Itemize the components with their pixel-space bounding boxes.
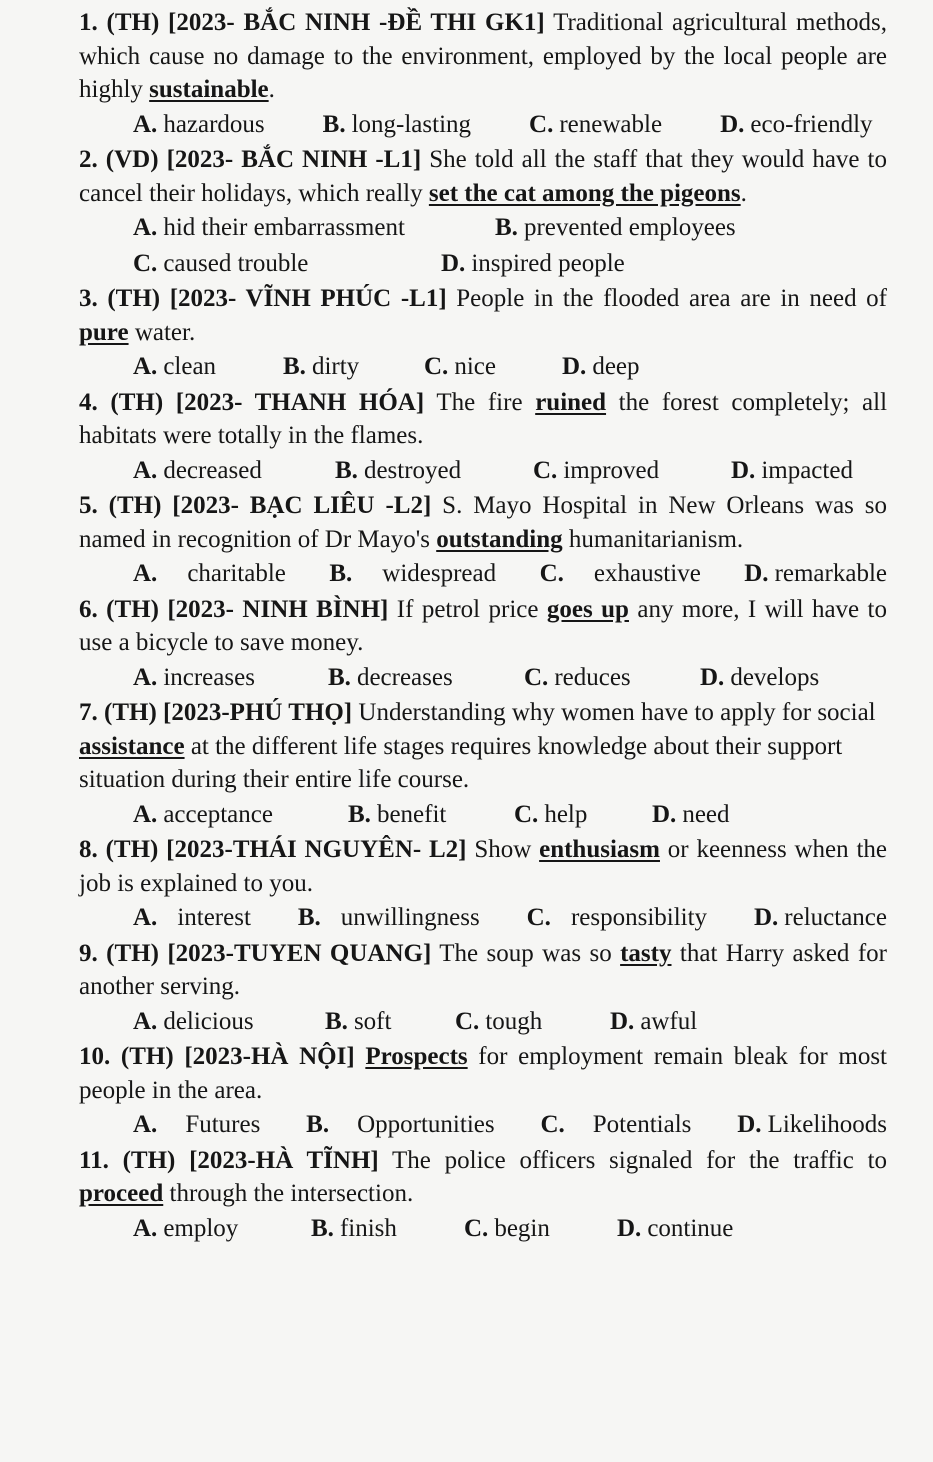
question-4 <box>79 386 887 488</box>
stem-text-after: . <box>740 179 747 207</box>
question-source-tag: (TH) [2023-HÀ NỘI] <box>120 1043 355 1070</box>
underlined-word: enthusiasm <box>539 836 660 863</box>
underlined-word: tasty <box>620 939 672 967</box>
option-a[interactable]: A. increases <box>133 663 255 691</box>
stem-text-after: through the intersection. <box>163 1180 414 1207</box>
option-c[interactable]: C. Potentials <box>540 1111 692 1138</box>
question-source-tag: (TH) [2023- BẮC NINH -ĐỀ THI GK1] <box>106 9 545 36</box>
options <box>79 211 887 245</box>
underlined-word: pure <box>79 318 129 346</box>
underlined-word: proceed <box>79 1180 164 1207</box>
stem-text-after: humanitarianism. <box>562 525 744 553</box>
question-stem <box>79 489 887 556</box>
option-a[interactable]: A. hazardous <box>133 110 265 138</box>
underlined-phrase: goes up <box>546 595 629 623</box>
underlined-word: outstanding <box>436 525 563 553</box>
question-number: 11. <box>79 1146 109 1174</box>
option-b[interactable]: B. widespread <box>329 560 497 587</box>
option-c[interactable]: C. caused trouble <box>133 249 309 277</box>
option-c[interactable]: C. renewable <box>529 110 663 138</box>
option-b[interactable]: B. long-lasting <box>322 110 472 138</box>
question-number: 4. <box>79 388 98 416</box>
question-9 <box>79 937 887 1039</box>
options <box>79 557 887 591</box>
option-a[interactable]: A. Futures <box>133 1111 261 1138</box>
option-b[interactable]: B. destroyed <box>335 456 462 484</box>
option-a[interactable]: A. delicious <box>133 1007 254 1035</box>
options <box>79 1005 887 1039</box>
question-stem <box>79 143 887 210</box>
option-d[interactable]: D. eco-friendly <box>720 110 873 138</box>
option-a[interactable]: A. decreased <box>133 456 262 484</box>
question-stem <box>79 696 887 797</box>
stem-text-after: water. <box>128 318 196 346</box>
option-d[interactable]: D. need <box>652 800 730 828</box>
option-d[interactable]: D. impacted <box>731 456 853 484</box>
stem-text-before: The police officers signaled for the traffic to <box>378 1146 888 1174</box>
option-d[interactable]: D. inspired people <box>441 249 625 277</box>
option-a[interactable]: A. employ <box>133 1214 239 1242</box>
options <box>79 1212 887 1246</box>
stem-text-before: She told all the staff that they would have to cancel their holidays, which really <box>79 146 887 207</box>
question-8 <box>79 833 887 935</box>
option-c[interactable]: C. improved <box>533 456 660 484</box>
option-a[interactable]: A. clean <box>133 353 217 380</box>
question-stem <box>79 593 887 660</box>
options <box>79 247 887 281</box>
option-b[interactable]: B. prevented employees <box>495 214 736 241</box>
stem-text-after: any more, I will have to use a bicycle to save money. <box>79 595 887 656</box>
question-number: 6. <box>79 595 98 623</box>
option-d[interactable]: D. awful <box>610 1007 698 1035</box>
option-c[interactable]: C. begin <box>464 1214 550 1242</box>
question-source-tag: (TH) [2023- BẠC LIÊU -L2] <box>108 492 432 519</box>
stem-text-after: or keenness when the job is explained to you. <box>79 836 888 897</box>
question-source-tag: (TH) [2023- NINH BÌNH] <box>106 595 389 623</box>
options <box>79 108 887 142</box>
option-d[interactable]: D. deep <box>562 353 640 380</box>
option-a[interactable]: A. acceptance <box>133 800 273 828</box>
question-11 <box>79 1144 887 1246</box>
option-c[interactable]: C. help <box>514 800 588 828</box>
options <box>79 798 887 832</box>
question-number: 2. <box>79 146 98 173</box>
question-source-tag: (TH) [2023-THÁI NGUYÊN- L2] <box>105 836 467 863</box>
option-d[interactable]: D. remarkable <box>744 560 887 587</box>
stem-text-after: the forest completely; all habitats were totally in the flames. <box>79 388 888 449</box>
option-a[interactable]: A. charitable <box>133 560 286 587</box>
option-d[interactable]: D. develops <box>700 663 820 691</box>
question-source-tag: (TH) [2023- THANH HÓA] <box>110 388 425 416</box>
stem-text-after: for employment remain bleak for most people in the area. <box>79 1043 887 1104</box>
stem-text-after: . <box>268 76 275 103</box>
question-stem <box>79 386 887 453</box>
question-source-tag: (TH) [2023-HÀ TĨNH] <box>122 1146 379 1174</box>
question-source-tag: (TH) [2023-TUYEN QUANG] <box>106 939 432 967</box>
underlined-word: ruined <box>535 388 607 416</box>
options <box>79 454 887 488</box>
stem-text-after: that Harry asked for another serving. <box>79 939 887 1000</box>
underlined-phrase: set the cat among the pigeons <box>428 179 741 207</box>
question-number: 3. <box>79 285 98 312</box>
question-stem <box>79 282 887 349</box>
question-stem <box>79 6 887 107</box>
option-d[interactable]: D. continue <box>617 1214 734 1242</box>
question-source-tag: (TH) [2023- VĨNH PHÚC -L1] <box>107 285 447 312</box>
option-c[interactable]: C. reduces <box>524 663 631 691</box>
question-number: 10. <box>79 1043 111 1070</box>
stem-text-before: The soup was so <box>431 939 621 967</box>
underlined-word: assistance <box>79 732 185 760</box>
option-b[interactable]: B. Opportunities <box>306 1111 495 1138</box>
question-number: 1. <box>79 9 98 36</box>
question-source-tag: (TH) [2023-PHÚ THỌ] <box>104 699 353 726</box>
question-number: 8. <box>79 836 98 863</box>
stem-text-before: Understanding why women have to apply for social <box>352 699 876 726</box>
option-c[interactable]: C. exhaustive <box>539 560 701 587</box>
options <box>79 901 887 935</box>
question-2 <box>79 143 887 280</box>
question-stem <box>79 1144 887 1211</box>
question-stem <box>79 833 887 900</box>
stem-text-before: People in the flooded area are in need of <box>446 285 888 312</box>
question-5 <box>79 489 887 591</box>
question-number: 5. <box>79 492 98 519</box>
question-3 <box>79 282 887 384</box>
option-c[interactable]: C. tough <box>455 1007 543 1035</box>
option-b[interactable]: B. finish <box>311 1214 397 1242</box>
question-6 <box>79 593 887 695</box>
question-stem <box>79 937 887 1004</box>
question-10 <box>79 1040 887 1142</box>
question-number: 7. <box>79 699 98 726</box>
stem-text-before: Show <box>466 836 540 863</box>
option-d[interactable]: D. reluctance <box>753 904 887 931</box>
stem-text-before: S. Mayo Hospital in New Orleans was so named in recognition of Dr Mayo's <box>79 492 887 553</box>
option-a[interactable]: A. interest <box>133 904 251 931</box>
option-c[interactable]: C. responsibility <box>526 904 708 931</box>
option-d[interactable]: D. Likelihoods <box>737 1111 887 1138</box>
underlined-word: sustainable <box>149 76 269 103</box>
option-c[interactable]: C. nice <box>424 353 496 380</box>
option-b[interactable]: B. unwillingness <box>297 904 480 931</box>
option-b[interactable]: B. soft <box>325 1007 392 1035</box>
option-b[interactable]: B. dirty <box>283 353 360 380</box>
underlined-word: Prospects <box>365 1043 468 1070</box>
question-stem <box>79 1040 887 1107</box>
stem-text-before <box>355 1043 366 1070</box>
options <box>79 1108 887 1142</box>
option-b[interactable]: B. decreases <box>328 663 453 691</box>
question-1 <box>79 6 887 141</box>
options <box>79 661 887 695</box>
question-7 <box>79 696 887 831</box>
option-b[interactable]: B. benefit <box>348 800 447 828</box>
stem-text-before: Traditional agricultural methods, which cause no damage to the environment, employed by the local people are highly <box>79 9 887 103</box>
options <box>79 350 887 384</box>
option-a[interactable]: A. hid their embarrassment <box>133 214 405 241</box>
question-source-tag: (VD) [2023- BẮC NINH -L1] <box>105 146 422 173</box>
stem-text-after: at the different life stages requires knowledge about their support situation during their entire life course. <box>79 732 843 793</box>
question-number: 9. <box>79 939 98 967</box>
stem-text-before: The fire <box>424 388 536 416</box>
stem-text-before: If petrol price <box>388 595 547 623</box>
